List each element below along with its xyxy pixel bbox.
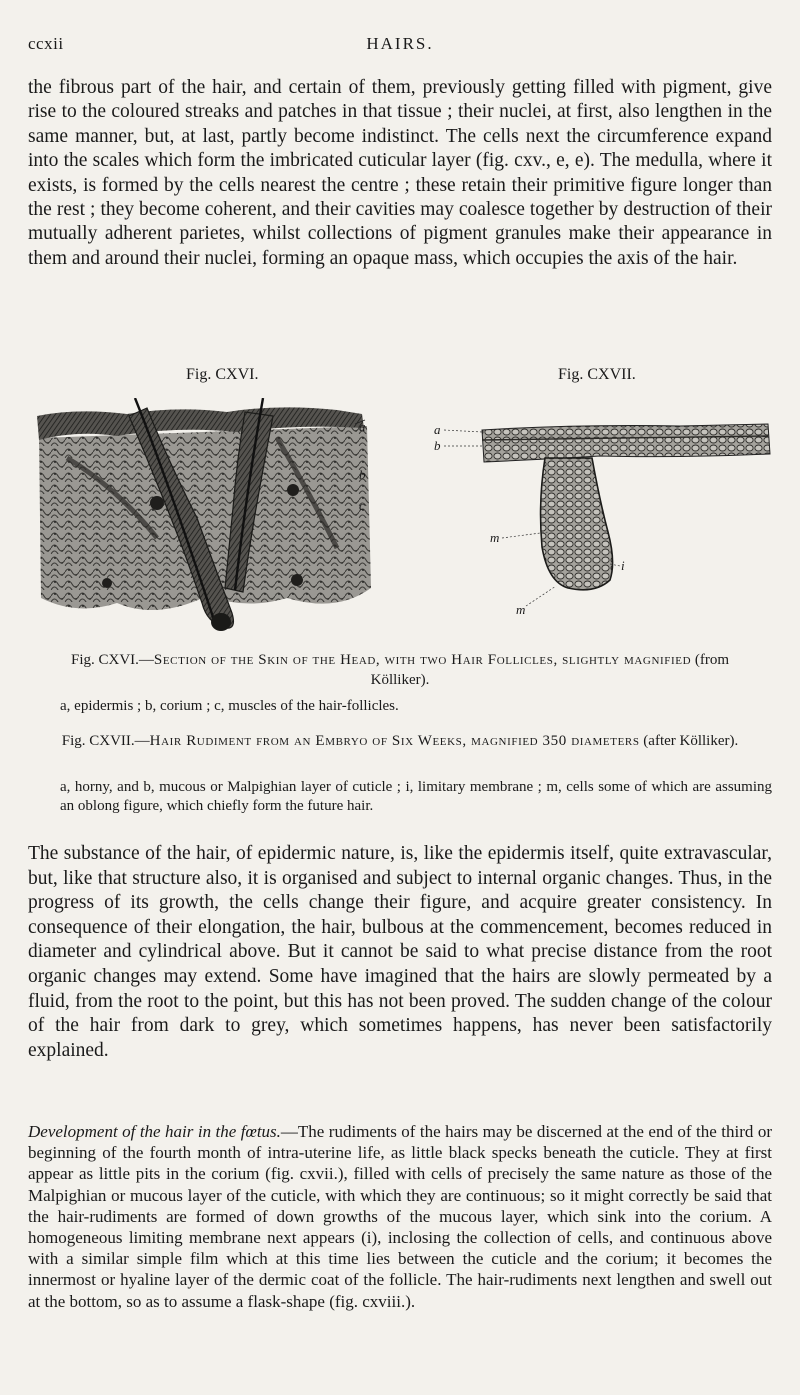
fig117-label-b: b	[434, 438, 441, 453]
figure-116-illustration	[37, 398, 372, 634]
section-body: —The rudiments of the hairs may be discerned at the end of the third or beginning of the fourth month of intra-uterine life, as little black specks beneath the cuticle. They at first appear as little pits in the corium (fig. cxvii.), filled with cells of precisely the same nature as those of the Malpighian or mucous layer of the cuticle, with which they are continuous; so it might correctly be said that the hair-rudiments are formed of down growths of the mucous layer, which sink into the corium. A homogeneous limiting membrane next appears (i), inclosing the collection of cells, and continuous above with a similar simple film which at this time lies between the cuticle and the corium; it becomes the innermost or hyaline layer of the dermic coat of the follicle. The hair-rudiments next lengthen and swell out at the bottom, so as to assume a flask-shape (fig. cxviii.).	[28, 1122, 772, 1311]
fig116-label-c: c	[359, 498, 365, 513]
caption-116-prefix: Fig. CXVI.—	[70, 652, 154, 668]
figure-116-caption	[40, 650, 760, 690]
caption-116-title: Section of the Skin of the Head, with two Hair Follicles, slightly magnified	[153, 652, 692, 668]
caption-117-title: Hair Rudiment from an Embryo of Six Weeks, magnified 350 diameters	[149, 733, 640, 749]
fig116-label-a: a	[359, 419, 366, 434]
fig117-label-m2: m	[516, 602, 526, 617]
figure-116-legend: a, epidermis ; b, corium ; c, muscles of the hair-follicles.	[60, 698, 399, 714]
fig116-label-b: b	[359, 467, 366, 482]
page-number: ccxii	[28, 34, 64, 53]
figure-117-illustration	[430, 412, 772, 620]
fig117-label-a: a	[434, 422, 441, 437]
fig117-label-m: m	[490, 530, 500, 545]
body-paragraph-1: the fibrous part of the hair, and certain of them, previously getting filled with pigment, give rise to the coloured streaks and patches in that tissue ; their nuclei, at first, also lengthen in the same manner, but, at last, partly become indistinct. The cells next the circumference expand into the scales which form the imbricated cuticular layer (fig. cxv., e, e). The medulla, where it exists, is formed by the cells nearest the centre ; these retain their primitive figure longer than the rest ; they become coherent, and their cavities may coalesce together by destruction of their mutually adherent parietes, whilst collections of pigment granules make their appearance in them and around their nuclei, forming an opaque mass, which occupies the axis of the hair.	[28, 77, 772, 269]
figure-117-label: Fig. CXVII.	[558, 366, 636, 383]
running-title: HAIRS.	[366, 34, 434, 53]
caption-117-prefix: Fig. CXVII.—	[61, 733, 150, 749]
body-paragraph-2: The substance of the hair, of epidermic nature, is, like the epidermis itself, quite extravascular, but, like that structure also, it is organised and subject to internal organic changes. Thus, in the progress of its growth, the cells change their figure, and acquire greater consistency. In consequence of their elongation, the hair, bulbous at the commencement, becomes reduced in diameter and cylindrical above. But it cannot be said to what precise distance from the root organic changes may extend. Some have imagined that the hairs are slowly permeated by a fluid, from the root to the point, but this has not been proved. The sudden change of the colour of the hair from dark to grey, which sometimes happens, has never been satisfactorily explained.	[28, 843, 772, 1061]
fig117-label-i: i	[621, 558, 625, 573]
hair-rudiment	[541, 458, 613, 590]
figure-116-label: Fig. CXVI.	[186, 366, 259, 383]
hair-bulb-1	[211, 613, 231, 631]
cuticle-band	[482, 424, 770, 462]
body-paragraph-3	[28, 1121, 772, 1312]
caption-117-credit: (after Kölliker).	[643, 733, 739, 749]
figure-117-legend: a, horny, and b, mucous or Malpighian layer of cuticle ; i, limitary membrane ; m, cells some of which are assuming an oblong figure, which chiefly form the future hair.	[60, 779, 772, 814]
figure-117-caption	[40, 731, 760, 751]
running-head	[28, 34, 772, 58]
caption-116-credit: (from Kölliker).	[370, 652, 730, 688]
section-lead: Development of the hair in the fœtus.	[28, 1122, 281, 1141]
